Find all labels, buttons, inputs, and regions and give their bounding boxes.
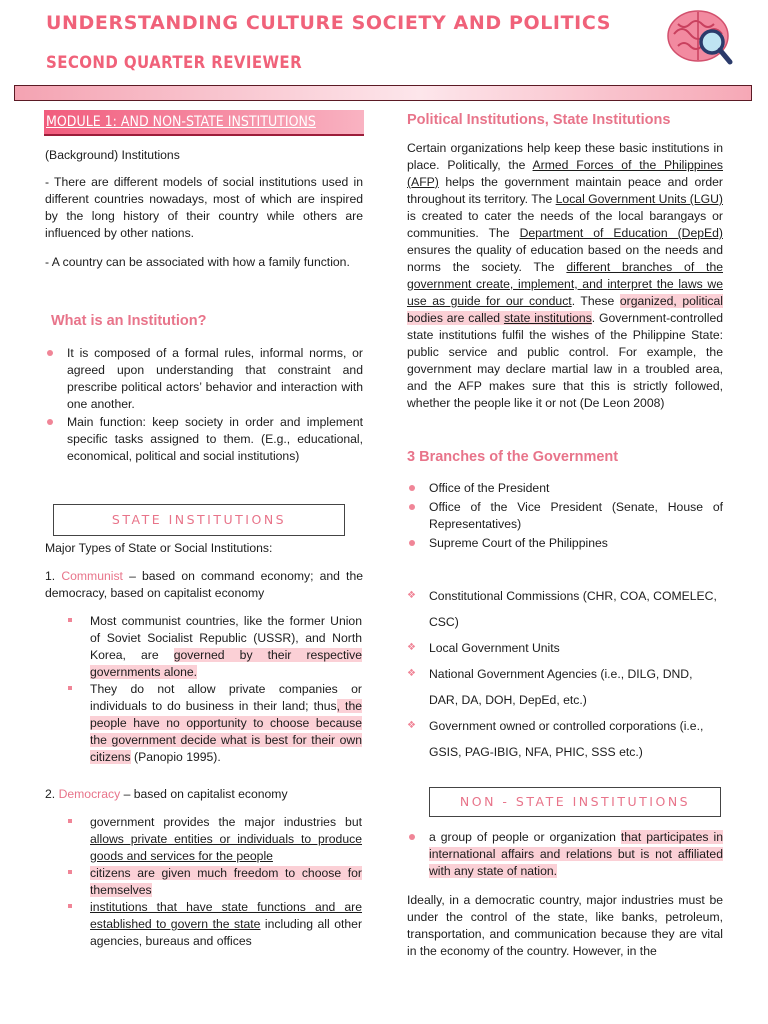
other-institutions-list bbox=[407, 583, 723, 765]
non-state-definition-list bbox=[407, 829, 723, 880]
list-item: Most communist countries, like the former Union of Soviet Socialist Republic (USSR), and North Korea, are governed by their respective governments alone. bbox=[66, 613, 362, 681]
background-label: (Background) Institutions bbox=[45, 148, 180, 162]
list-item: ❖ Government owned or controlled corporations (i.e., GSIS, PAG-IBIG, NFA, PHIC, SSS etc.) bbox=[407, 713, 723, 765]
branches-heading: 3 Branches of the Government bbox=[407, 449, 619, 465]
brain-magnifier-icon bbox=[664, 6, 736, 72]
list-item: ❖ Constitutional Commissions (CHR, COA, COMELEC, CSC) bbox=[407, 583, 723, 635]
list-item: a group of people or organization that participates in international affairs and relations but is not affiliated with any state of nation. bbox=[407, 829, 723, 880]
list-item: ❖ National Government Agencies (i.e., DILG, DND, DAR, DA, DOH, DepEd, etc.) bbox=[407, 661, 723, 713]
list-item: It is composed of a formal rules, informal norms, or agreed upon understanding that constraint and prescribe political actors’ behavior and interaction with one another. bbox=[45, 345, 363, 413]
what-is-institution-heading: What is an Institution? bbox=[51, 313, 207, 329]
major-types-label: Major Types of State or Social Institutions: bbox=[45, 541, 273, 555]
list-item: ❖ Local Government Units bbox=[407, 635, 723, 661]
list-item: Main function: keep society in order and implement specific tasks assigned to them. (E.g., educational, economical, political and social institutions) bbox=[45, 414, 363, 465]
communist-definition: 1. Communist – based on command economy; and the democracy, based on capitalist economy bbox=[45, 569, 364, 600]
list-item: citizens are given much freedom to choose for themselves bbox=[66, 865, 362, 899]
branches-list bbox=[407, 480, 723, 552]
institution-definition-list bbox=[45, 345, 363, 465]
list-item: Office of the President bbox=[407, 480, 723, 497]
list-item: Office of the Vice President (Senate, House of Representatives) bbox=[407, 499, 723, 533]
document-subtitle: SECOND QUARTER REVIEWER bbox=[46, 52, 303, 73]
document-title: UNDERSTANDING CULTURE SOCIETY AND POLITICS bbox=[46, 12, 612, 34]
background-paragraph: - There are different models of social institutions used in different countries nowadays, most of which are inspired by the long history of their country while others are influenced by other nations. bbox=[45, 175, 363, 240]
political-institutions-heading: Political Institutions, State Institutions bbox=[407, 112, 671, 128]
democracy-definition: 2. Democracy – based on capitalist economy bbox=[45, 787, 288, 801]
communist-term: Communist bbox=[61, 569, 123, 583]
ideally-paragraph: Ideally, in a democratic country, major industries must be under the control of the state, like banks, petroleum, transportation, and communication because they are vital in the economy of the country. However, in the bbox=[407, 893, 723, 958]
list-item: Supreme Court of the Philippines bbox=[407, 535, 723, 552]
background-paragraph-2: - A country can be associated with how a family function. bbox=[45, 255, 350, 269]
state-institutions-box: STATE INSTITUTIONS bbox=[53, 504, 345, 536]
democracy-bullets bbox=[66, 814, 362, 950]
democracy-term: Democracy bbox=[58, 787, 121, 801]
non-state-institutions-box: NON - STATE INSTITUTIONS bbox=[429, 787, 721, 817]
module-heading: MODULE 1: AND NON-STATE INSTITUTIONS bbox=[44, 110, 364, 136]
list-item: institutions that have state functions and are established to govern the state including all other agencies, bureaus and offices bbox=[66, 899, 362, 950]
communist-bullets bbox=[66, 613, 362, 766]
list-item: government provides the major industries but allows private entities or individuals to produce goods and services for the people bbox=[66, 814, 362, 865]
list-item: They do not allow private companies or individuals to do business in their land; thus, the people have no opportunity to choose because the government decide what is best for their own citizens (Panopio 1995). bbox=[66, 681, 362, 766]
political-institutions-paragraph: Certain organizations help keep these basic institutions in place. Politically, the Armed Forces of the Philippines (AFP) helps the government maintain peace and order throughout its territory. The Local Government Units (LGU) is created to cater the needs of the local barangays or communities. The Department of Education (DepEd) ensures the quality of education based on the needs and norms the society. The different branches of the government create, implement, and interpret the laws we use as guide for our conduct. These organized, political bodies are called state institutions. Government-controlled state institutions fulfil the wishes of the Philippine State: public service and public control. For example, the government may declare martial law in a troubled area, and the AFP makes sure that this is strictly followed, whether the people like it or not (De Leon 2008) bbox=[407, 141, 724, 410]
header-divider-bar bbox=[14, 85, 752, 101]
